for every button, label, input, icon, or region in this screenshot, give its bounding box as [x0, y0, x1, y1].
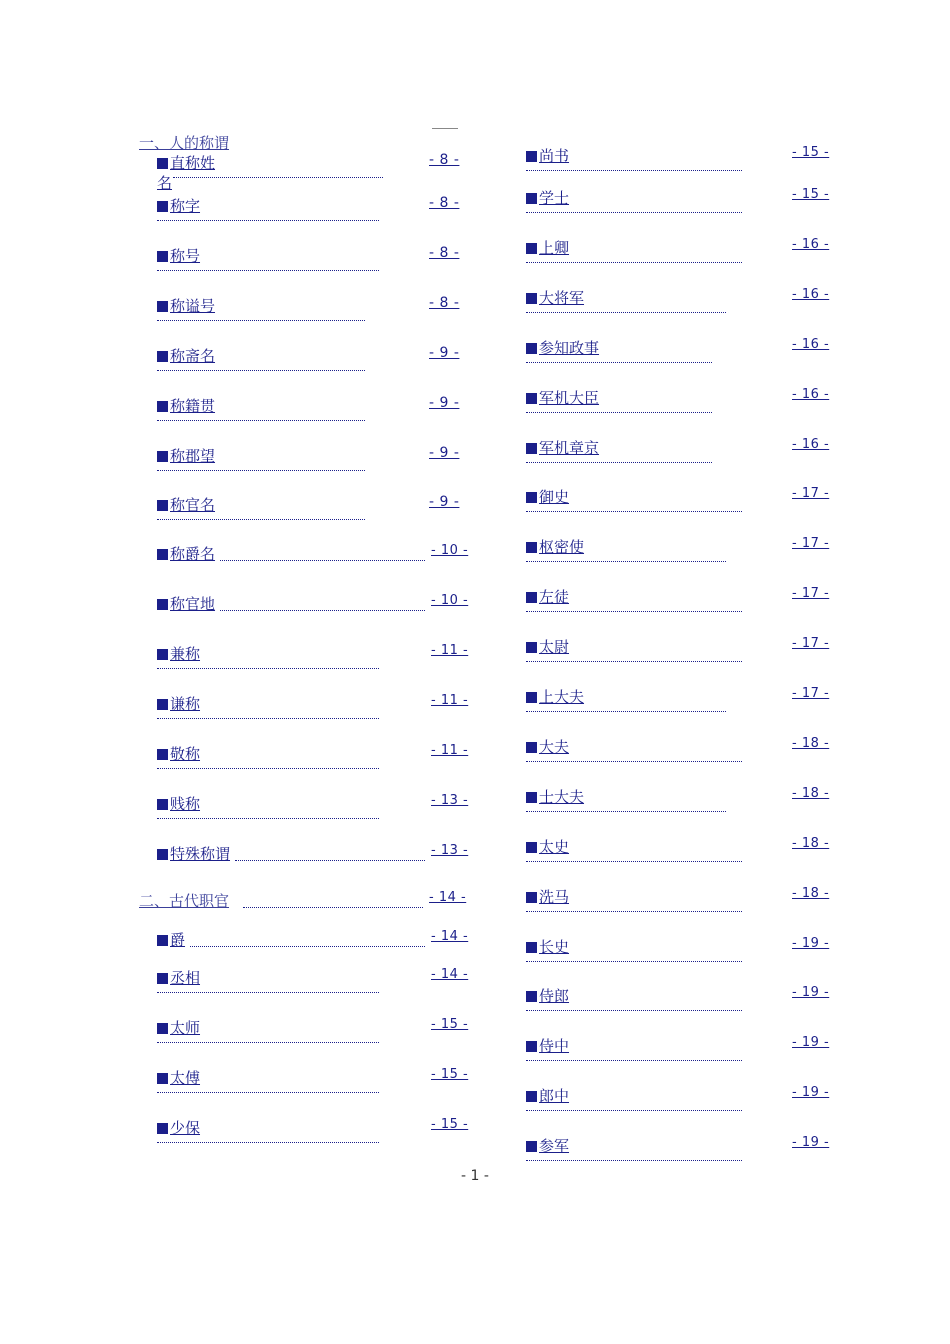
toc-page-number[interactable]: - 9 - [429, 445, 460, 461]
toc-entry-text: 尚书 [539, 147, 570, 165]
toc-entry-text: 直称姓 [170, 154, 216, 172]
toc-leader-dots [526, 211, 742, 213]
toc-entry-label[interactable] [526, 1085, 569, 1106]
toc-leader-dots [157, 1041, 379, 1043]
square-bullet-icon [526, 842, 537, 853]
toc-entry[interactable] [526, 486, 832, 526]
toc-entry-text: 称谥号 [170, 297, 216, 315]
toc-page-number[interactable]: - 8 - [429, 152, 460, 168]
toc-entry-text: 太师 [170, 1019, 201, 1037]
toc-entry-label[interactable] [526, 1135, 569, 1156]
toc-entry-label[interactable] [526, 337, 599, 358]
square-bullet-icon [526, 151, 537, 162]
square-bullet-icon [157, 451, 168, 462]
toc-entry-label[interactable] [157, 1017, 200, 1038]
toc-page-number[interactable]: - 8 - [429, 195, 460, 211]
toc-page-number[interactable]: - 8 - [429, 295, 460, 311]
toc-entry-label[interactable] [157, 195, 200, 216]
toc-entry-text: 左徒 [539, 588, 570, 606]
toc-leader-dots [157, 319, 365, 321]
toc-entry[interactable] [526, 1035, 832, 1075]
toc-page-number[interactable]: - 19 - [792, 936, 830, 951]
toc-entry[interactable] [157, 494, 469, 534]
toc-page-number[interactable]: - 17 - [792, 686, 830, 701]
toc-entry-text: 太史 [539, 838, 570, 856]
toc-page-number[interactable]: - 19 - [792, 1085, 830, 1100]
toc-entry-text: 侍郎 [539, 987, 570, 1005]
toc-leader-dots [526, 610, 742, 612]
toc-entry-label[interactable] [157, 543, 215, 564]
square-bullet-icon [157, 973, 168, 984]
toc-entry-label[interactable] [157, 743, 200, 764]
toc-page-number[interactable]: - 13 - [431, 843, 469, 858]
toc-entry-label[interactable] [526, 437, 599, 458]
toc-entry-label-continued[interactable]: 名 [157, 174, 173, 192]
toc-entry-label[interactable] [526, 486, 569, 507]
toc-entry[interactable] [526, 145, 832, 185]
toc-entry[interactable] [157, 345, 469, 385]
toc-entry-text: 侍中 [539, 1037, 570, 1055]
toc-entry-label[interactable] [526, 387, 599, 408]
toc-entry-label[interactable] [157, 345, 215, 366]
toc-entry[interactable] [526, 337, 832, 377]
toc-entry-label[interactable] [157, 395, 215, 416]
square-bullet-icon [157, 351, 168, 362]
toc-entry-label[interactable] [157, 929, 185, 950]
toc-page-number[interactable]: - 16 - [792, 437, 830, 452]
toc-entry[interactable] [157, 445, 469, 485]
toc-entry[interactable] [526, 187, 832, 227]
toc-entry-text: 长史 [539, 938, 570, 956]
toc-entry-text: 兼称 [170, 645, 201, 663]
square-bullet-icon [157, 749, 168, 760]
toc-entry-text: 参军 [539, 1137, 570, 1155]
toc-page-number[interactable]: - 18 - [792, 836, 830, 851]
toc-page-number[interactable]: - 19 - [792, 985, 830, 1000]
square-bullet-icon [157, 935, 168, 946]
toc-entry-text: 敬称 [170, 745, 201, 763]
toc-entry[interactable] [157, 195, 469, 235]
toc-entry[interactable] [526, 237, 832, 277]
toc-page-number[interactable]: - 14 - [431, 967, 469, 982]
toc-page-number[interactable]: - 9 - [429, 395, 460, 411]
toc-entry-text: 士大夫 [539, 788, 585, 806]
section-title-officials-row[interactable] [139, 890, 467, 930]
toc-entry[interactable] [526, 1085, 832, 1125]
toc-leader-dots [220, 559, 425, 561]
toc-entry-label[interactable] [526, 145, 569, 166]
toc-leader-dots [157, 991, 379, 993]
toc-leader-dots [526, 1059, 742, 1061]
toc-entry-text: 御史 [539, 488, 570, 506]
toc-entry[interactable] [157, 543, 471, 583]
toc-entry[interactable] [526, 536, 832, 576]
toc-leader-dots [243, 906, 423, 908]
square-bullet-icon [526, 792, 537, 803]
toc-page-number[interactable]: - 19 - [792, 1035, 830, 1050]
square-bullet-icon [157, 500, 168, 511]
toc-page-number[interactable]: - 18 - [792, 786, 830, 801]
toc-entry-label[interactable] [157, 793, 200, 814]
square-bullet-icon [526, 1041, 537, 1052]
square-bullet-icon [526, 492, 537, 503]
toc-entry[interactable] [157, 793, 471, 833]
toc-entry-text: 称郡望 [170, 447, 216, 465]
square-bullet-icon [157, 649, 168, 660]
toc-leader-dots [235, 859, 425, 861]
toc-page-number[interactable]: - 18 - [792, 736, 830, 751]
toc-entry-label[interactable] [526, 686, 584, 707]
toc-entry[interactable] [157, 395, 469, 435]
toc-page-number[interactable]: - 15 - [431, 1067, 469, 1082]
square-bullet-icon [157, 599, 168, 610]
toc-leader-dots [157, 469, 365, 471]
square-bullet-icon [526, 942, 537, 953]
toc-entry-label[interactable] [526, 536, 584, 557]
toc-entry[interactable] [526, 836, 832, 876]
toc-page-number[interactable]: - 10 - [431, 543, 469, 558]
toc-entry-label[interactable] [157, 843, 230, 864]
toc-leader-dots [526, 261, 742, 263]
toc-page-number[interactable]: - 13 - [431, 793, 469, 808]
toc-entry-label[interactable] [157, 593, 215, 614]
toc-leader-dots [157, 518, 365, 520]
toc-page-number[interactable]: - 8 - [429, 245, 460, 261]
toc-entry[interactable] [526, 586, 832, 626]
toc-leader-dots [157, 667, 379, 669]
square-bullet-icon [157, 1023, 168, 1034]
toc-leader-dots [173, 176, 383, 178]
toc-entry[interactable] [157, 929, 471, 969]
square-bullet-icon [157, 699, 168, 710]
toc-entry[interactable] [526, 387, 832, 427]
toc-entry-label[interactable] [526, 237, 569, 258]
page-footer-number: - 1 - [461, 1168, 489, 1184]
section-title-people-titles[interactable]: 一、人的称谓 [139, 134, 230, 152]
toc-leader-dots [526, 1159, 742, 1161]
toc-entry-text: 洗马 [539, 888, 570, 906]
toc-page-number[interactable]: - 11 - [431, 743, 469, 758]
toc-entry-label[interactable] [526, 786, 584, 807]
toc-entry[interactable] [526, 636, 832, 676]
toc-page-number[interactable]: - 19 - [792, 1135, 830, 1150]
toc-entry-text: 称官名 [170, 496, 216, 514]
toc-entry[interactable] [157, 843, 471, 883]
square-bullet-icon [526, 1091, 537, 1102]
toc-leader-dots [526, 560, 726, 562]
square-bullet-icon [526, 592, 537, 603]
toc-leader-dots [526, 860, 742, 862]
toc-page-number[interactable]: - 17 - [792, 636, 830, 651]
toc-leader-dots [526, 710, 726, 712]
square-bullet-icon [526, 293, 537, 304]
square-bullet-icon [526, 642, 537, 653]
square-bullet-icon [157, 1123, 168, 1134]
square-bullet-icon [157, 301, 168, 312]
toc-entry-label[interactable] [157, 245, 200, 266]
toc-page-number[interactable]: - 15 - [792, 145, 830, 160]
section-title-ancient-officials[interactable]: 二、古代职官 [139, 892, 230, 910]
toc-entry[interactable] [157, 593, 471, 633]
toc-leader-dots [526, 960, 742, 962]
toc-entry-label[interactable] [526, 886, 569, 907]
toc-page-number[interactable]: - 16 - [792, 337, 830, 352]
toc-entry-label[interactable] [526, 636, 569, 657]
toc-entry[interactable] [526, 936, 832, 976]
square-bullet-icon [526, 742, 537, 753]
toc-page-number[interactable]: - 9 - [429, 345, 460, 361]
toc-entry[interactable] [526, 686, 832, 726]
toc-leader-dots [526, 411, 712, 413]
toc-leader-dots [526, 461, 712, 463]
toc-entry-text: 爵 [170, 931, 186, 949]
toc-page-number[interactable]: - 10 - [431, 593, 469, 608]
toc-entry[interactable] [157, 643, 471, 683]
toc-leader-dots [526, 910, 742, 912]
toc-entry-label[interactable] [157, 643, 200, 664]
toc-entry-text: 太傅 [170, 1069, 201, 1087]
square-bullet-icon [526, 193, 537, 204]
toc-page-number[interactable]: - 15 - [431, 1117, 469, 1132]
toc-leader-dots [157, 1141, 379, 1143]
square-bullet-icon [157, 201, 168, 212]
toc-leader-dots [157, 369, 365, 371]
square-bullet-icon [526, 692, 537, 703]
toc-page-number[interactable]: - 16 - [792, 387, 830, 402]
toc-entry[interactable] [157, 245, 469, 285]
toc-entry-text: 太尉 [539, 638, 570, 656]
toc-entry-text: 大夫 [539, 738, 570, 756]
toc-entry-text: 谦称 [170, 695, 201, 713]
toc-leader-dots [526, 311, 726, 313]
toc-entry-text: 军机大臣 [539, 389, 600, 407]
toc-leader-dots [157, 219, 379, 221]
toc-entry-label[interactable] [157, 152, 215, 173]
toc-leader-dots [526, 1109, 742, 1111]
toc-entry-label[interactable] [157, 445, 215, 466]
toc-entry-label[interactable] [526, 187, 569, 208]
toc-entry-label[interactable] [526, 936, 569, 957]
toc-entry-text: 学士 [539, 189, 570, 207]
toc-entry-text: 军机章京 [539, 439, 600, 457]
toc-entry[interactable] [157, 295, 469, 335]
square-bullet-icon [526, 892, 537, 903]
toc-entry[interactable] [526, 985, 832, 1025]
toc-entry[interactable] [157, 743, 471, 783]
toc-entry-text: 称号 [170, 247, 201, 265]
toc-page-number[interactable]: - 9 - [429, 494, 460, 510]
toc-leader-dots [526, 810, 726, 812]
toc-entry-label[interactable] [157, 494, 215, 515]
square-bullet-icon [157, 549, 168, 560]
square-bullet-icon [157, 849, 168, 860]
toc-page-number[interactable]: - 11 - [431, 643, 469, 658]
toc-entry[interactable] [526, 736, 832, 776]
toc-page-number[interactable]: - 15 - [792, 187, 830, 202]
toc-page-number[interactable]: - 16 - [792, 237, 830, 252]
toc-entry-text: 贱称 [170, 795, 201, 813]
header-mark [432, 128, 458, 129]
toc-entry[interactable] [526, 786, 832, 826]
square-bullet-icon [157, 401, 168, 412]
toc-entry-text: 称爵名 [170, 545, 216, 563]
toc-entry[interactable] [526, 287, 832, 327]
square-bullet-icon [157, 799, 168, 810]
toc-leader-dots [526, 169, 742, 171]
toc-entry-text: 参知政事 [539, 339, 600, 357]
toc-page-number[interactable]: - 18 - [792, 886, 830, 901]
toc-entry-label[interactable] [526, 836, 569, 857]
toc-entry-text: 上大夫 [539, 688, 585, 706]
toc-leader-dots [526, 510, 742, 512]
toc-entry[interactable] [157, 693, 471, 733]
toc-leader-dots [526, 1009, 742, 1011]
square-bullet-icon [526, 393, 537, 404]
toc-entry[interactable] [157, 1067, 471, 1107]
square-bullet-icon [526, 243, 537, 254]
toc-entry-label[interactable] [526, 586, 569, 607]
toc-leader-dots [157, 1091, 379, 1093]
toc-leader-dots [157, 269, 379, 271]
toc-entry[interactable] [157, 1117, 471, 1157]
toc-entry-label[interactable] [526, 736, 569, 757]
square-bullet-icon [526, 343, 537, 354]
toc-entry-label[interactable] [157, 295, 215, 316]
square-bullet-icon [157, 1073, 168, 1084]
toc-entry-text: 称官地 [170, 595, 216, 613]
toc-entry-label[interactable] [157, 1067, 200, 1088]
toc-entry-label[interactable] [157, 967, 200, 988]
toc-leader-dots [157, 767, 379, 769]
toc-entry-label[interactable] [526, 287, 584, 308]
square-bullet-icon [526, 542, 537, 553]
toc-leader-dots [157, 817, 379, 819]
square-bullet-icon [157, 158, 168, 169]
toc-entry-label[interactable] [526, 1035, 569, 1056]
toc-entry[interactable] [157, 1017, 471, 1057]
toc-leader-dots [157, 717, 379, 719]
toc-entry-text: 枢密使 [539, 538, 585, 556]
toc-entry-text: 大将军 [539, 289, 585, 307]
square-bullet-icon [157, 251, 168, 262]
toc-page-number[interactable]: - 14 - [431, 929, 469, 944]
toc-entry-text: 郎中 [539, 1087, 570, 1105]
toc-entry-text: 上卿 [539, 239, 570, 257]
toc-entry-label[interactable] [157, 693, 200, 714]
toc-entry-text: 称斋名 [170, 347, 216, 365]
toc-page-number[interactable]: - 17 - [792, 486, 830, 501]
square-bullet-icon [526, 1141, 537, 1152]
toc-page-number[interactable]: - 17 - [792, 586, 830, 601]
toc-leader-dots [526, 760, 742, 762]
toc-entry-label[interactable] [157, 1117, 200, 1138]
toc-leader-dots [220, 609, 425, 611]
toc-leader-dots [157, 419, 365, 421]
toc-entry[interactable] [526, 437, 832, 477]
toc-leader-dots [526, 361, 712, 363]
toc-page-number[interactable]: - 15 - [431, 1017, 469, 1032]
toc-entry-text: 少保 [170, 1119, 201, 1137]
toc-leader-dots [190, 945, 425, 947]
toc-entry-text: 特殊称谓 [170, 845, 231, 863]
square-bullet-icon [526, 991, 537, 1002]
toc-entry-label[interactable] [526, 985, 569, 1006]
square-bullet-icon [526, 443, 537, 454]
toc-page-number[interactable]: - 16 - [792, 287, 830, 302]
toc-entry[interactable] [526, 886, 832, 926]
toc-page-number[interactable]: - 11 - [431, 693, 469, 708]
toc-entry-text: 称字 [170, 197, 201, 215]
toc-entry-text: 称籍贯 [170, 397, 216, 415]
toc-entry-text: 丞相 [170, 969, 201, 987]
toc-entry[interactable] [157, 152, 469, 192]
toc-page-number[interactable]: - 17 - [792, 536, 830, 551]
toc-entry[interactable] [157, 967, 471, 1007]
toc-leader-dots [526, 660, 742, 662]
toc-page-number[interactable]: - 14 - [429, 890, 467, 905]
